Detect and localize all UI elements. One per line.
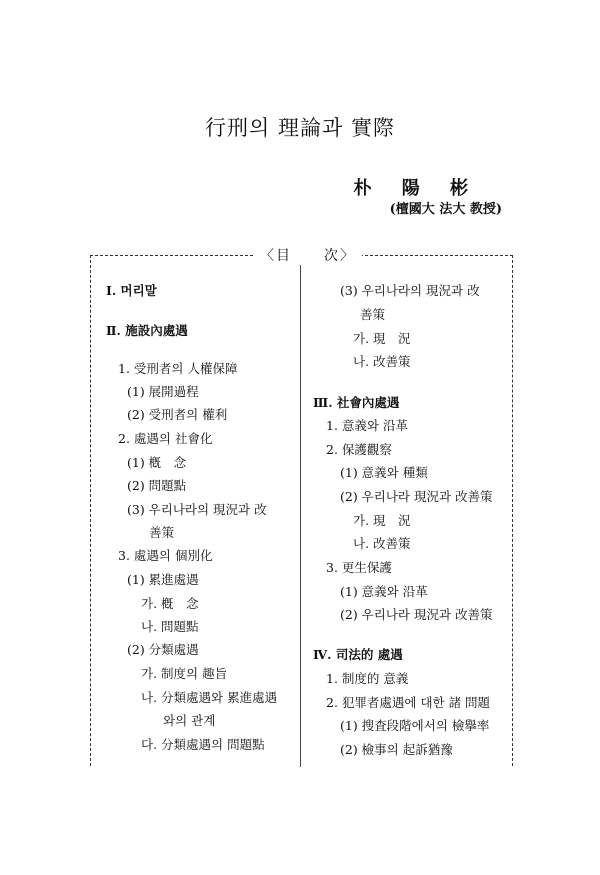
toc-item: 나. 改善策: [353, 536, 411, 551]
toc-item: 2. 處遇의 社會化: [118, 431, 213, 446]
toc-item: 가. 槪 念: [141, 596, 199, 611]
toc-item: Ⅱ. 施設內處遇: [106, 323, 188, 338]
toc-item: (2) 分類處遇: [127, 642, 199, 657]
toc-item: 1. 意義와 沿革: [326, 418, 408, 433]
toc-item: 善策: [360, 307, 386, 322]
toc-item: (2) 우리나라 現況과 改善策: [340, 607, 493, 622]
toc-item: (1) 搜査段階에서의 檢擧率: [340, 718, 490, 733]
toc-item: Ⅲ. 社會內處遇: [313, 395, 400, 410]
toc-item: 2. 保護觀察: [326, 442, 392, 457]
toc-item: 善策: [149, 525, 175, 540]
toc-item: 가. 制度의 趣旨: [141, 666, 228, 681]
author-name: 朴 陽 彬: [353, 178, 480, 199]
toc-item: (2) 問題點: [127, 478, 187, 493]
article-title: 行刑의 理論과 實際: [205, 116, 395, 140]
toc-item: Ⅳ. 司法的 處遇: [313, 647, 403, 662]
toc-item: 1. 制度的 意義: [326, 671, 409, 686]
toc-item: 와의 관계: [163, 713, 216, 728]
toc-item: 1. 受刑者의 人權保障: [118, 361, 238, 376]
toc-item: (1) 意義와 種類: [340, 465, 428, 480]
toc-item: Ⅰ. 머리말: [106, 283, 157, 298]
toc-item: (1) 展開過程: [127, 384, 199, 399]
toc-item: 나. 改善策: [353, 354, 411, 369]
toc-item: (3) 우리나라의 現況과 改: [340, 283, 480, 298]
toc-item: 3. 更生保護: [326, 560, 392, 575]
toc-heading: 〈目 次〉: [254, 245, 362, 265]
toc-item: (2) 檢事의 起訴猶豫: [340, 742, 453, 757]
toc-item: (1) 累進處遇: [127, 572, 199, 587]
toc-item: (3) 우리나라의 現況과 改: [127, 502, 267, 517]
toc-item: 나. 分類處遇와 累進處遇: [141, 690, 278, 705]
toc-column-divider: [300, 262, 301, 767]
author-affiliation: (檀國大 法大 教授): [389, 202, 502, 217]
toc-item: 2. 犯罪者處遇에 대한 諸 問題: [326, 695, 491, 710]
toc-item: (2) 受刑者의 權利: [127, 407, 228, 422]
toc-item: 가. 現 況: [353, 331, 411, 346]
toc-item: (2) 우리나라 現況과 改善策: [340, 489, 493, 504]
toc-item: 다. 分類處遇의 問題點: [141, 737, 265, 752]
toc-item: (1) 意義와 沿革: [340, 584, 428, 599]
toc-item: 가. 現 況: [353, 513, 411, 528]
toc-item: 나. 問題點: [141, 619, 199, 634]
toc-item: 3. 處遇의 個別化: [118, 548, 213, 563]
toc-item: (1) 槪 念: [127, 455, 187, 470]
